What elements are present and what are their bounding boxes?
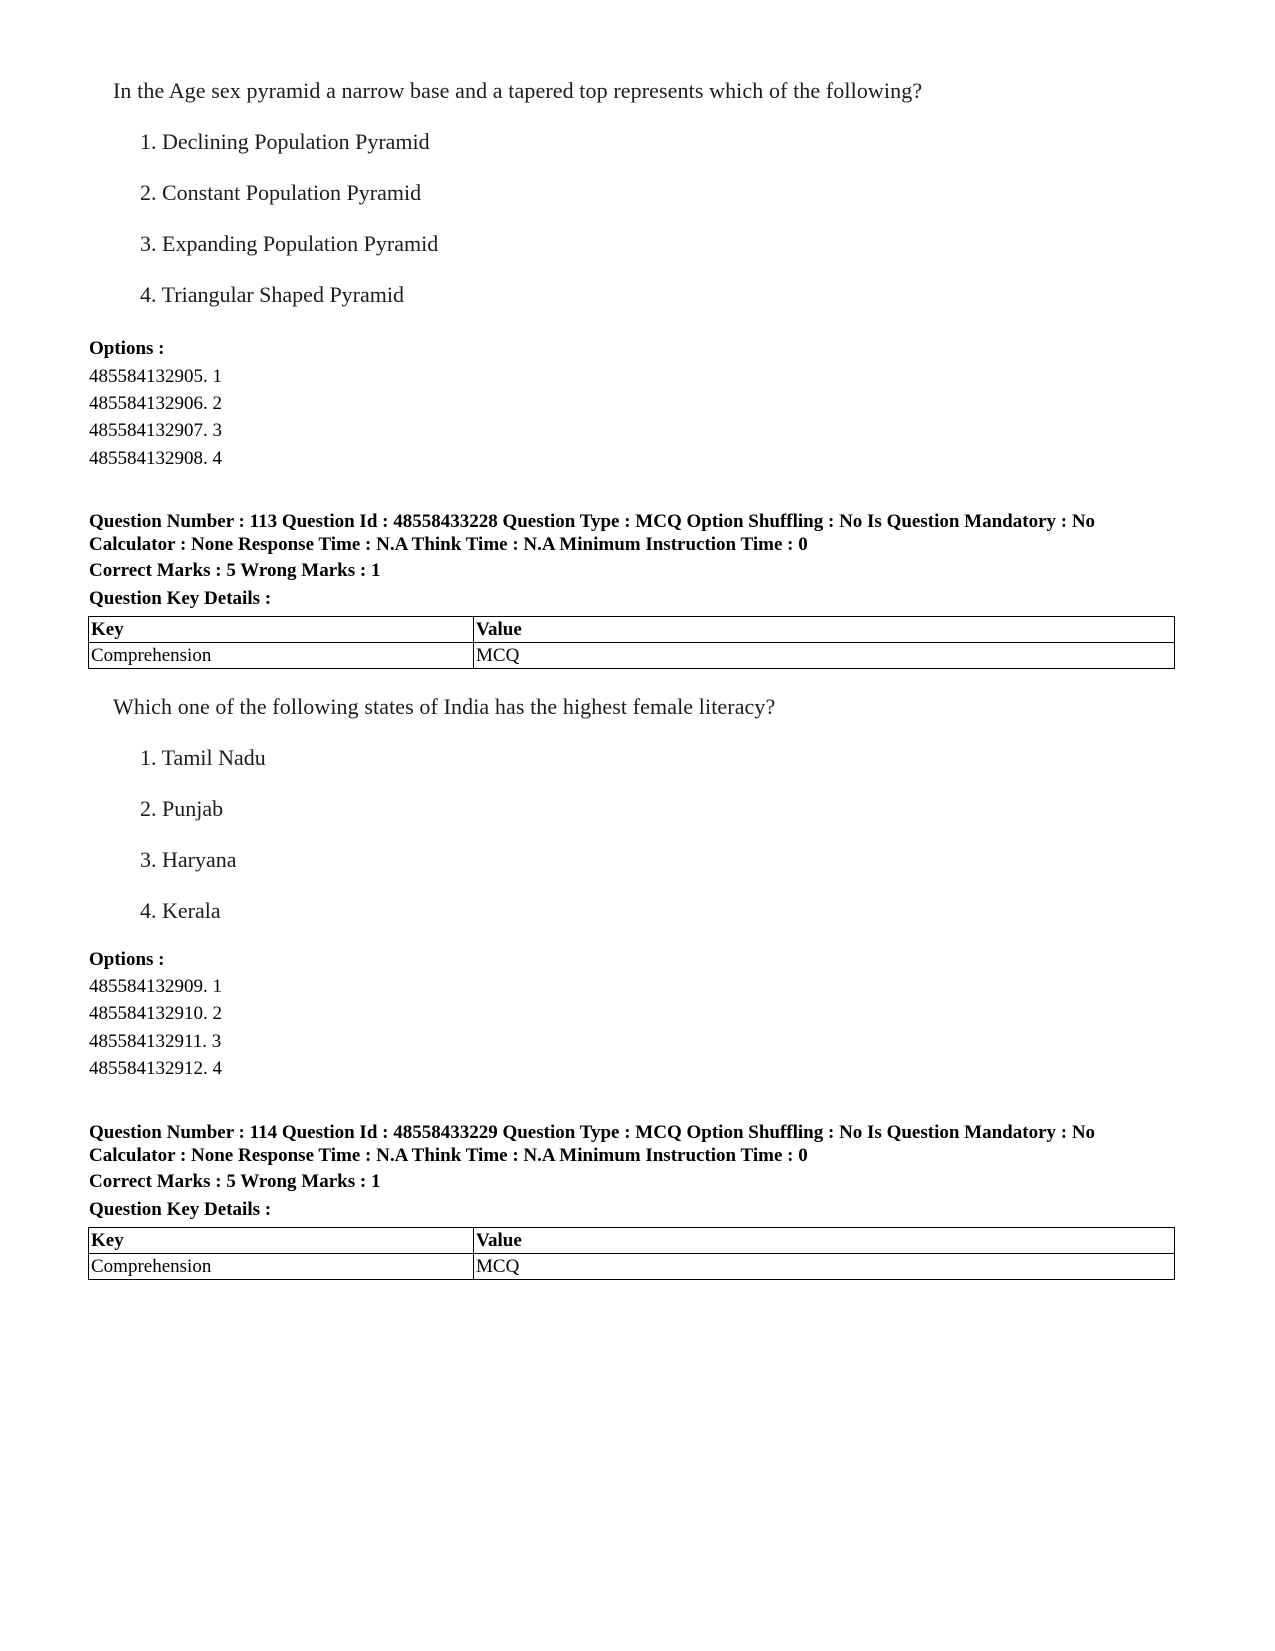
- key-details-label: Question Key Details :: [89, 1199, 272, 1220]
- option-id-4: 485584132908. 4: [89, 448, 222, 469]
- option-id-2: 485584132906. 2: [89, 393, 222, 414]
- choice-4: 4. Kerala: [140, 898, 221, 923]
- question-meta: Question Number : 113 Question Id : 48558433228 Question Type : MCQ Option Shuffling : No Is Question Mandatory : No Calculator : None Response Time : N.A Think Time : N.A Minimum Instruction Time : 0: [89, 511, 1096, 555]
- table-cell-value: MCQ: [474, 1254, 1175, 1280]
- table-header-key: Key: [89, 1228, 474, 1254]
- table-row: [89, 1254, 1175, 1280]
- table-row: [89, 643, 1175, 669]
- option-id-3: 485584132907. 3: [89, 420, 222, 441]
- option-id-3: 485584132911. 3: [89, 1031, 222, 1052]
- table-header-value: Value: [474, 1228, 1175, 1254]
- option-id-4: 485584132912. 4: [89, 1058, 222, 1079]
- choice-3: 3. Expanding Population Pyramid: [140, 231, 439, 256]
- key-details-table: [88, 1227, 1175, 1280]
- key-details-table: [88, 616, 1175, 669]
- question-text: Which one of the following states of India has the highest female literacy?: [113, 694, 776, 719]
- marks-line: Correct Marks : 5 Wrong Marks : 1: [89, 560, 381, 581]
- table-header-row: [89, 617, 1175, 643]
- table-header-key: Key: [89, 617, 474, 643]
- table-cell-key: Comprehension: [89, 643, 474, 669]
- choice-4: 4. Triangular Shaped Pyramid: [140, 282, 404, 307]
- options-label: Options :: [89, 949, 165, 970]
- option-id-2: 485584132910. 2: [89, 1003, 222, 1024]
- choice-2: 2. Punjab: [140, 796, 224, 821]
- option-id-1: 485584132905. 1: [89, 366, 222, 387]
- choice-3: 3. Haryana: [140, 847, 237, 872]
- question-meta: Question Number : 114 Question Id : 48558433229 Question Type : MCQ Option Shuffling : No Is Question Mandatory : No Calculator : None Response Time : N.A Think Time : N.A Minimum Instruction Time : 0: [89, 1122, 1096, 1166]
- choice-1: 1. Tamil Nadu: [140, 745, 266, 770]
- table-header-row: [89, 1228, 1175, 1254]
- table-header-value: Value: [474, 617, 1175, 643]
- key-details-label: Question Key Details :: [89, 588, 272, 609]
- choice-1: 1. Declining Population Pyramid: [140, 129, 430, 154]
- options-label: Options :: [89, 338, 165, 359]
- table-cell-key: Comprehension: [89, 1254, 474, 1280]
- marks-line: Correct Marks : 5 Wrong Marks : 1: [89, 1171, 381, 1192]
- option-id-1: 485584132909. 1: [89, 976, 222, 997]
- table-cell-value: MCQ: [474, 643, 1175, 669]
- question-text: In the Age sex pyramid a narrow base and a tapered top represents which of the following?: [113, 78, 923, 103]
- choice-2: 2. Constant Population Pyramid: [140, 180, 422, 205]
